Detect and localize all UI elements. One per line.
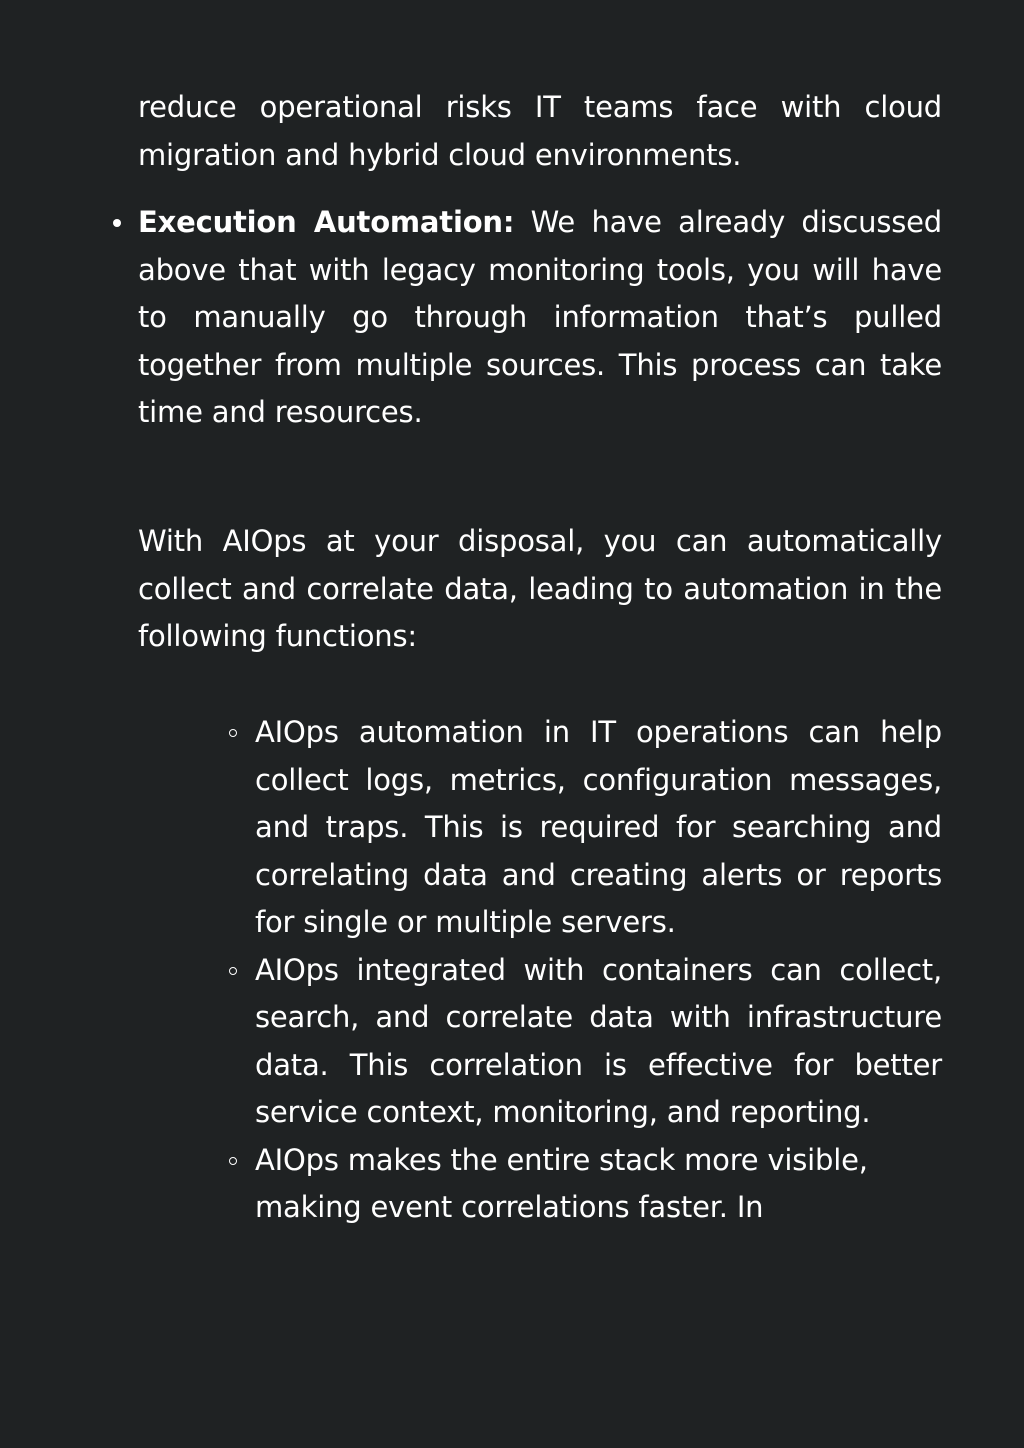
execution-automation-bullet	[138, 199, 942, 437]
continued-paragraph: reduce operational risks IT teams face with cloud migration and hybrid cloud environments.	[138, 90, 942, 172]
bullet-title: Execution Automation:	[138, 205, 515, 239]
bullet-text: We have already discussed above that with legacy monitoring tools, you will have to manually go through information that’s pulled together from multiple sources. This process can take time and resources.	[138, 205, 942, 429]
automation-functions-list	[255, 709, 942, 1232]
list-item-log-collection: AIOps automation in IT operations can help collect logs, metrics, configuration messages, and traps. This is required for searching and correlating data and creating alerts or reports for single or multiple servers.	[255, 709, 942, 947]
aiops-intro-paragraph: With AIOps at your disposal, you can automatically collect and correlate data, leading to automation in the following functions:	[138, 524, 942, 653]
list-item-container-integration: AIOps integrated with containers can collect, search, and correlate data with infrastructure data. This correlation is effective for better service context, monitoring, and reporting.	[255, 947, 942, 1137]
list-item-stack-visibility: AIOps makes the entire stack more visible, making event correlations faster. In	[255, 1137, 942, 1232]
